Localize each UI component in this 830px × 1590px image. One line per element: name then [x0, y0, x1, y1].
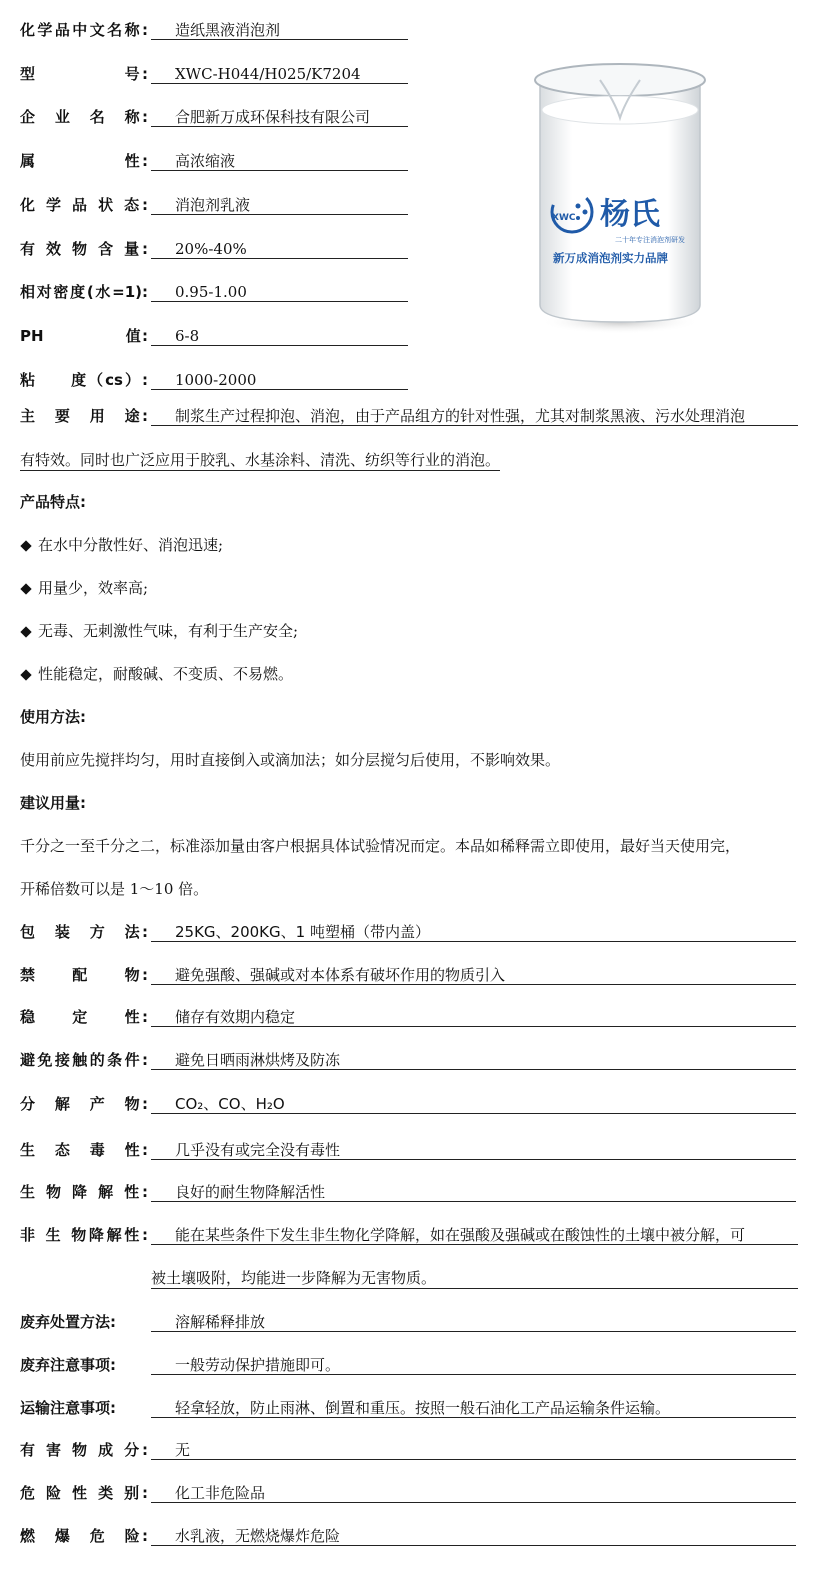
field-row	[20, 368, 420, 392]
field-row	[20, 1092, 810, 1116]
logo-slogan-small: 二十年专注消泡剂研发	[615, 236, 685, 244]
field-row	[20, 1180, 810, 1204]
field-row	[20, 18, 420, 42]
field-value: 高浓缩液	[151, 149, 408, 171]
field-label: 化学品中文名称:	[20, 21, 148, 39]
field-label: 稳 定 性:	[20, 1008, 148, 1026]
dosage-line2: 开稀倍数可以是 1～10 倍。	[20, 880, 209, 898]
feature-text: 无毒、无刺激性气味，有利于生产安全;	[38, 622, 299, 640]
field-value: 储存有效期内稳定	[151, 1005, 796, 1027]
method-heading: 使用方法:	[20, 708, 86, 726]
field-label: 企 业 名 称:	[20, 108, 148, 127]
field-label: 生 物 降 解 性:	[20, 1183, 148, 1201]
feature-item	[20, 619, 298, 643]
dosage-line1: 千分之一至千分之二，标准添加量由客户根据具体试验情况而定。本品如稀释需立即使用，最好当天使用完，	[20, 837, 741, 855]
diamond-bullet-icon	[20, 540, 31, 551]
field-label: 包 装 方 法:	[20, 923, 148, 941]
field-label: PH 值:	[20, 326, 148, 345]
logo-slogan: 新万成消泡剂实力品牌	[553, 251, 668, 265]
field-value: 避免日晒雨淋烘烤及防冻	[151, 1048, 796, 1070]
feature-item	[20, 662, 293, 686]
field-value: 消泡剂乳液	[151, 193, 408, 215]
field-label: 有 害 物 成 分:	[20, 1441, 148, 1459]
feature-item	[20, 576, 148, 600]
field-value: 避免强酸、强碱或对本体系有破坏作用的物质引入	[151, 963, 796, 985]
field-row	[20, 1005, 810, 1029]
field-value: 合肥新万成环保科技有限公司	[151, 105, 408, 127]
field-label: 型 号:	[20, 64, 148, 83]
field-value: 化工非危险品	[151, 1481, 796, 1503]
field-label: 化 学 品 状 态:	[20, 195, 148, 214]
abiotic-line2: 被土壤吸附，均能进一步降解为无害物质。	[151, 1266, 798, 1289]
feature-text: 在水中分散性好、消泡迅速;	[38, 536, 224, 554]
feature-item	[20, 533, 223, 557]
field-row	[20, 1138, 810, 1162]
field-value: 良好的耐生物降解活性	[151, 1180, 796, 1202]
field-row	[20, 193, 420, 217]
field-row	[20, 324, 420, 348]
field-row	[20, 920, 810, 944]
field-label: 粘 度（cs）:	[20, 370, 148, 389]
field-row	[20, 237, 420, 261]
field-value: 25KG、200KG、1 吨塑桶（带内盖）	[151, 920, 796, 942]
product-beaker-image	[520, 40, 720, 340]
field-value: 无	[151, 1438, 796, 1460]
field-label: 废弃注意事项:	[20, 1356, 116, 1374]
method-text: 使用前应先搅拌均匀，用时直接倒入或滴加法；如分层搅匀后使用，不影响效果。	[20, 751, 561, 769]
field-value: 造纸黑液消泡剂	[151, 18, 408, 40]
field-label: 废弃处置方法:	[20, 1313, 116, 1331]
field-row	[20, 149, 420, 173]
field-value: 水乳液，无燃烧爆炸危险	[151, 1524, 796, 1546]
usage-line1: 制浆生产过程抑泡、消泡，由于产品组方的针对性强，尤其对制浆黑液、污水处理消泡	[151, 404, 798, 426]
logo-brand: 杨氏	[600, 197, 660, 232]
field-label: 属 性:	[20, 152, 148, 171]
field-label: 运输注意事项:	[20, 1399, 116, 1417]
field-value: XWC-H044/H025/K7204	[151, 62, 408, 84]
field-row	[20, 280, 420, 304]
diamond-bullet-icon	[20, 626, 31, 637]
field-value: 一般劳动保护措施即可。	[151, 1353, 796, 1375]
dosage-heading: 建议用量:	[20, 794, 86, 812]
feature-text: 性能稳定，耐酸碱、不变质、不易燃。	[38, 665, 294, 683]
abiotic-line1: 能在某些条件下发生非生物化学降解，如在强酸及强碱或在酸蚀性的土壤中被分解，可	[151, 1223, 798, 1245]
field-value: 6-8	[151, 324, 408, 346]
field-row	[20, 105, 420, 129]
field-value: 几乎没有或完全没有毒性	[151, 1138, 796, 1160]
field-label: 禁 配 物:	[20, 966, 148, 984]
field-row	[20, 1524, 810, 1548]
usage-row	[20, 404, 810, 428]
field-label: 生 态 毒 性:	[20, 1141, 148, 1159]
field-value: 轻拿轻放，防止雨淋、倒置和重压。按照一般石油化工产品运输条件运输。	[151, 1396, 796, 1418]
field-row	[20, 963, 810, 987]
diamond-bullet-icon	[20, 669, 31, 680]
usage-line2: 有特效。同时也广泛应用于胶乳、水基涂料、清洗、纺织等行业的消泡。	[20, 448, 500, 471]
field-row	[20, 1438, 810, 1462]
abiotic-row	[20, 1223, 810, 1247]
field-value: 20%-40%	[151, 237, 408, 259]
diamond-bullet-icon	[20, 583, 31, 594]
field-label: 危 险 性 类 别:	[20, 1484, 148, 1502]
field-label: 分 解 产 物:	[20, 1095, 148, 1113]
field-value: 1000-2000	[151, 368, 408, 390]
field-label: 燃 爆 危 险:	[20, 1527, 148, 1545]
field-value: 溶解稀释排放	[151, 1310, 796, 1332]
field-row	[20, 1396, 810, 1420]
field-label: 相对密度(水=1):	[20, 283, 148, 302]
field-label: 有 效 物 含 量:	[20, 239, 148, 258]
logo-mark: XWC	[552, 213, 576, 223]
field-row	[20, 1353, 810, 1377]
field-row	[20, 1481, 810, 1505]
field-row	[20, 1048, 810, 1072]
field-row	[20, 62, 420, 86]
feature-text: 用量少，效率高;	[38, 579, 149, 597]
usage-label: 主 要 用 途:	[20, 407, 148, 425]
features-heading: 产品特点:	[20, 493, 86, 511]
abiotic-label: 非 生 物降解性:	[20, 1226, 148, 1244]
field-label: 避免接触的条件:	[20, 1051, 148, 1069]
field-row	[20, 1310, 810, 1334]
field-value: 0.95-1.00	[151, 280, 408, 302]
field-value: CO₂、CO、H₂O	[151, 1092, 796, 1114]
